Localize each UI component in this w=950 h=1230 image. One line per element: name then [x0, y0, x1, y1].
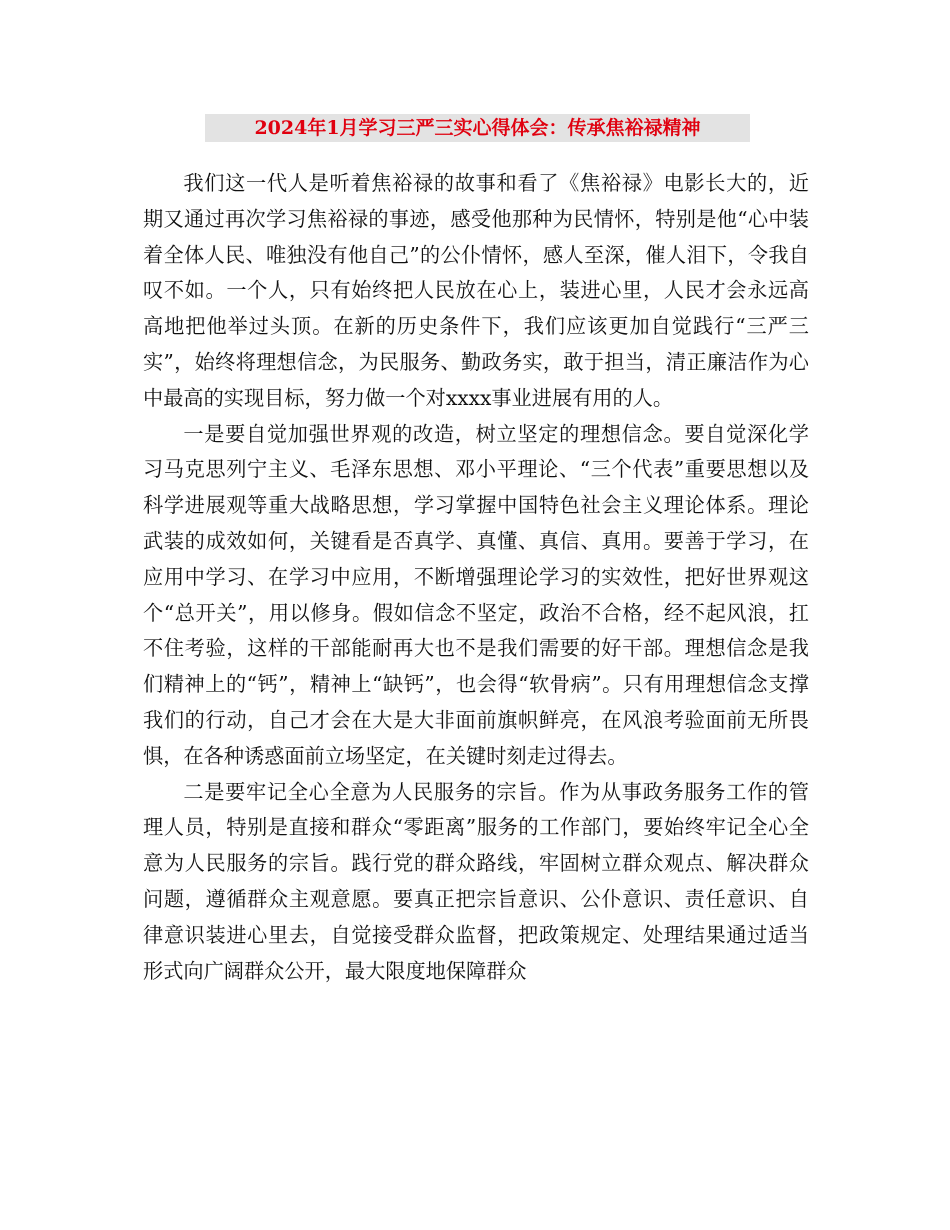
- paragraph-intro: 我们这一代人是听着焦裕禄的故事和看了《焦裕禄》电影长大的，近期又通过再次学习焦裕禄的事迹，感受他那种为民情怀，特别是他“心中装着全体人民、唯独没有他自己”的公仆情怀，感人至深，催人泪下，令我自叹不如。一个人，只有始终把人民放在心上，装进心里，人民才会永远高高地把他举过头顶。在新的历史条件下，我们应该更加自觉践行“三严三实”，始终将理想信念，为民服务、勤政务实，敢于担当，清正廉洁作为心中最高的实现目标，努力做一个对xxxx事业进展有用的人。: [143, 171, 809, 410]
- paragraph-point-two: 二是要牢记全心全意为人民服务的宗旨。作为从事政务服务工作的管理人员，特别是直接和群众“零距离”服务的工作部门，要始终牢记全心全意为人民服务的宗旨。践行党的群众路线，牢固树立群众观点、解决群众问题，遵循群众主观意愿。要真正把宗旨意识、公仆意识、责任意识、自律意识装进心里去，自觉接受群众监督，把政策规定、处理结果通过适当形式向广阔群众公开，最大限度地保障群众: [143, 779, 809, 983]
- document-title: 2024年1月学习三严三实心得体会：传承焦裕禄精神: [254, 117, 701, 139]
- paragraph-point-one: 一是要自觉加强世界观的改造，树立坚定的理想信念。要自觉深化学习马克思列宁主义、毛泽东思想、邓小平理论、“三个代表”重要思想以及科学进展观等重大战略思想，学习掌握中国特色社会主义理论体系。理论武装的成效如何，关键看是否真学、真懂、真信、真用。要善于学习，在应用中学习、在学习中应用，不断增强理论学习的实效性，把好世界观这个“总开关”，用以修身。假如信念不坚定，政治不合格，经不起风浪，扛不住考验，这样的干部能耐再大也不是我们需要的好干部。理想信念是我们精神上的“钙”，精神上“缺钙”，也会得“软骨病”。只有用理想信念支撑我们的行动，自己才会在大是大非面前旗帜鲜亮，在风浪考验面前无所畏惧，在各种诱惑面前立场坚定，在关键时刻走过得去。: [143, 421, 809, 768]
- document-body: [143, 166, 809, 989]
